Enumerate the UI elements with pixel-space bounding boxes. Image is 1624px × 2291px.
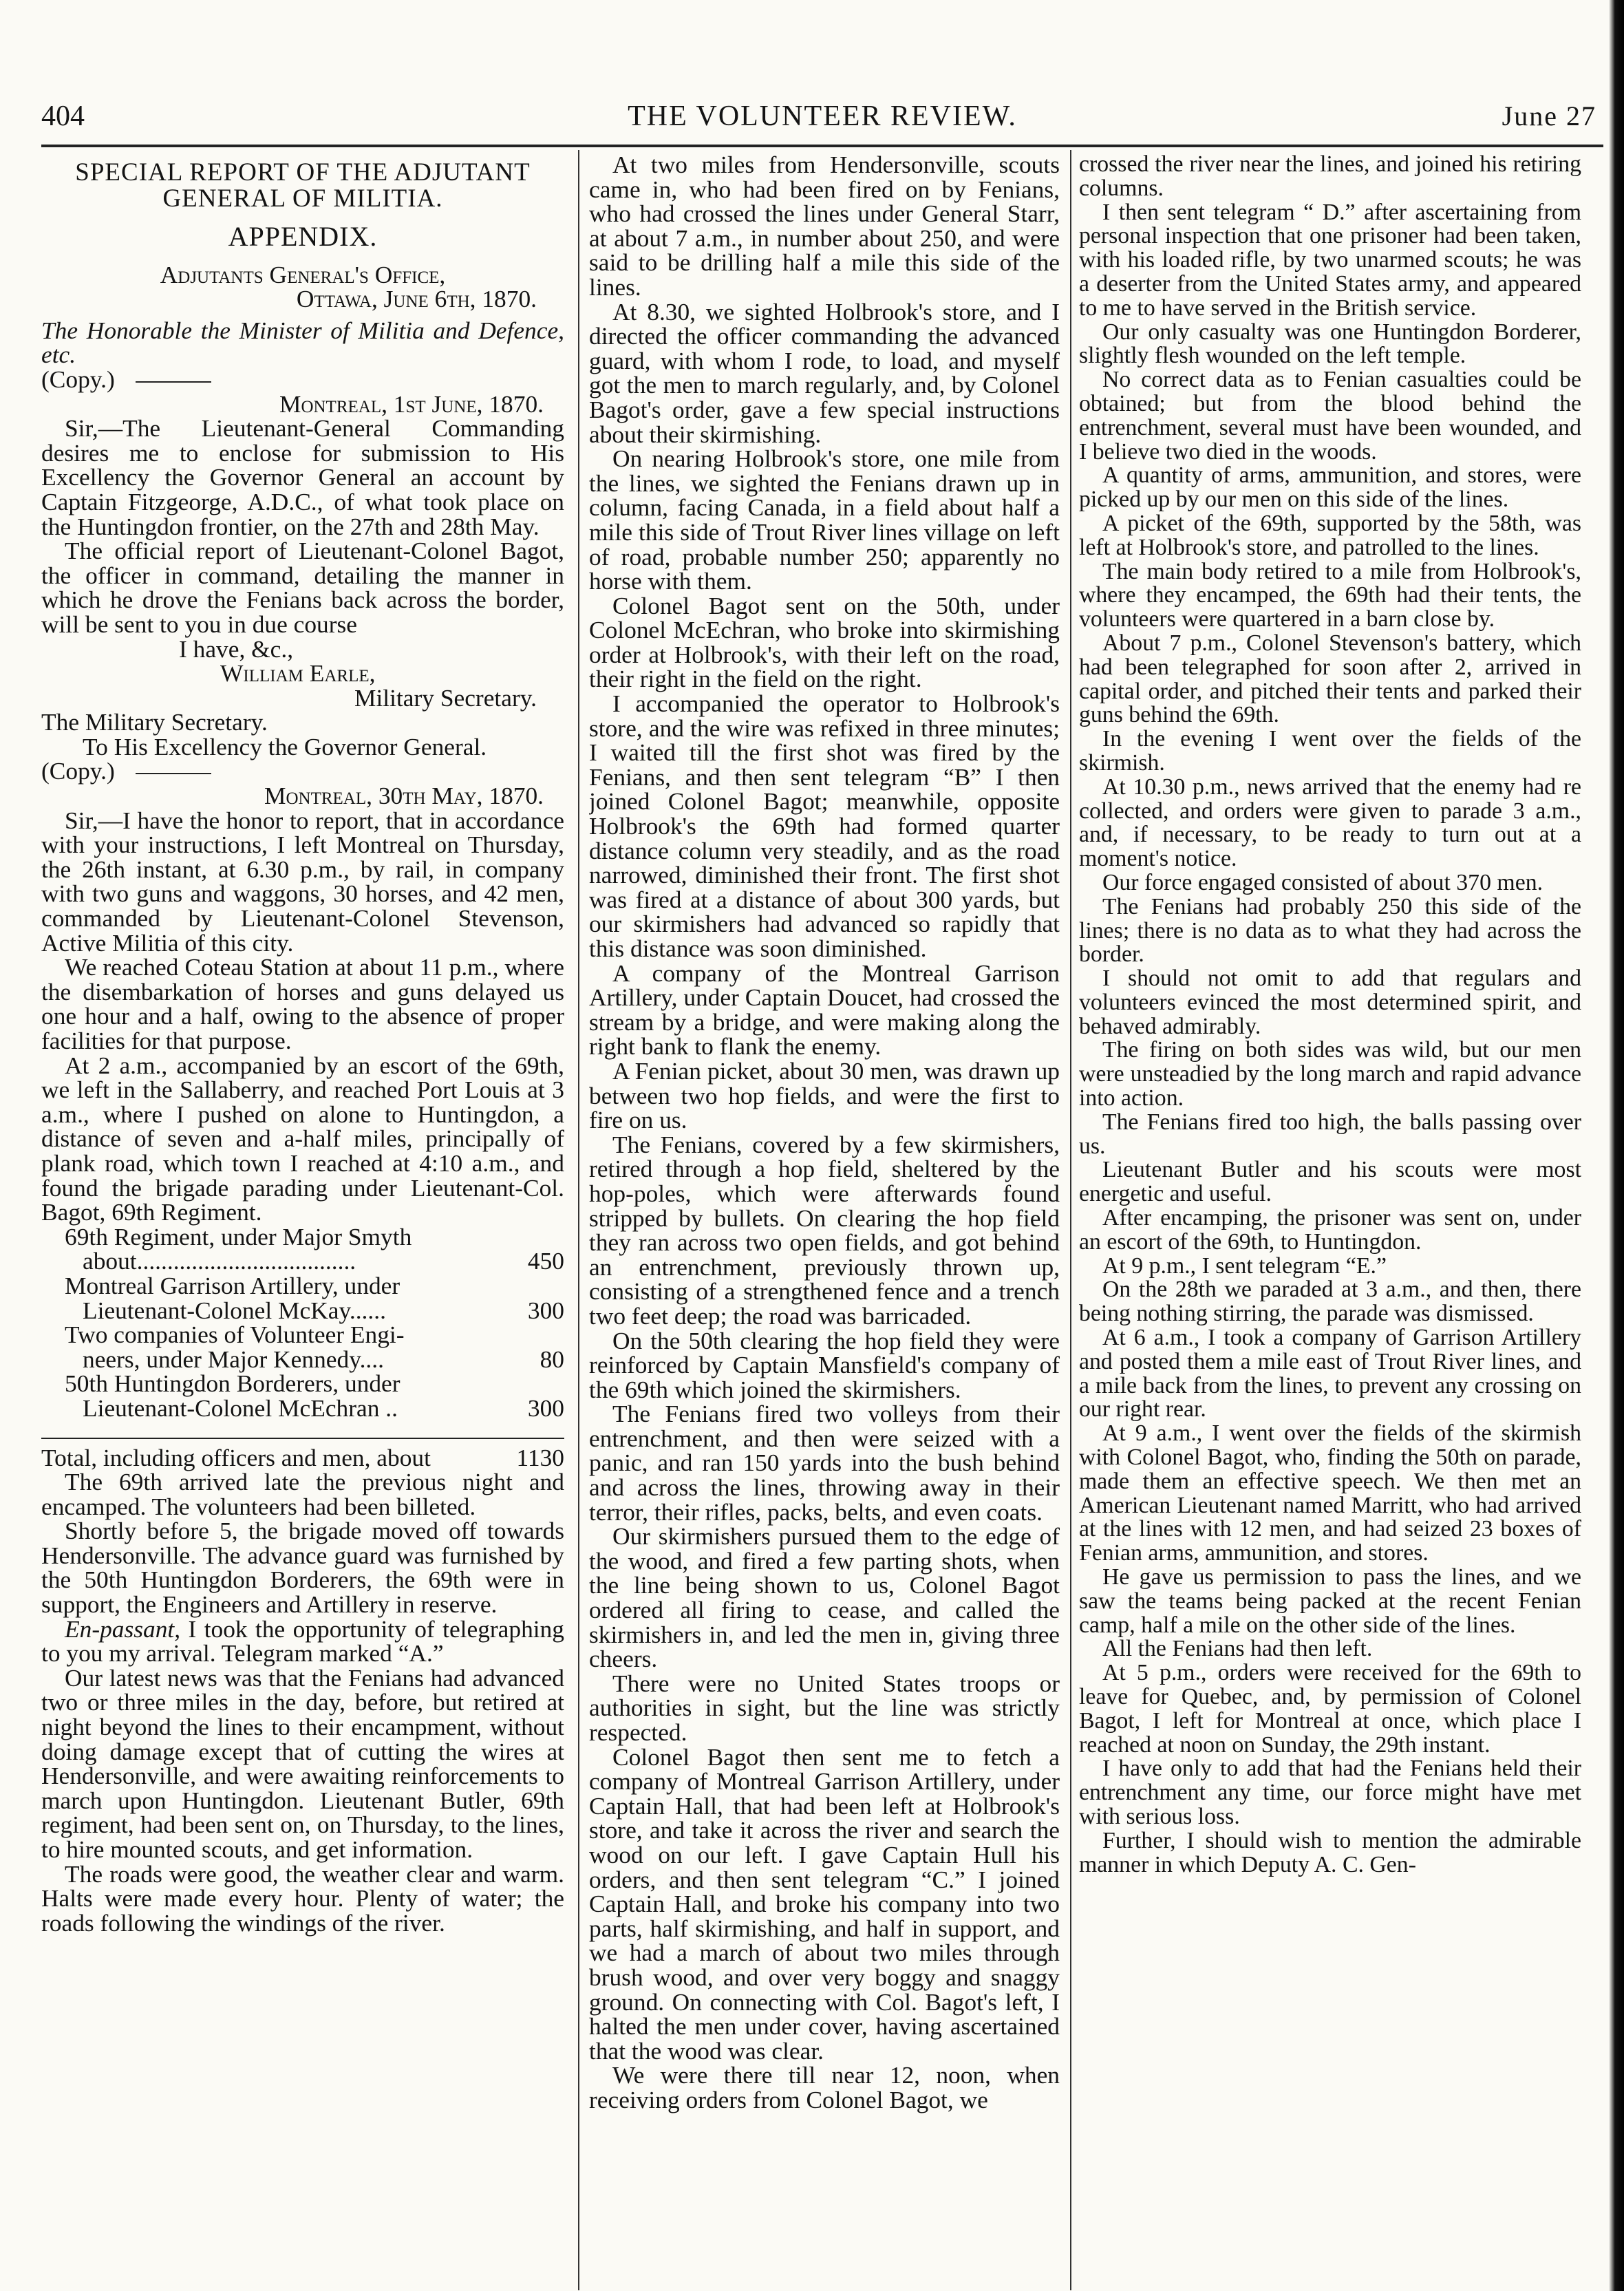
paragraph: The official report of Lieutenant-Colonel Bagot, the officer in command, detailing the manner in which he drove the Fenians back across the border, will be sent to you in due course <box>41 537 564 638</box>
paragraph: At 5 p.m., orders were received for the 69th to leave for Quebec, and, by permission of Colonel Bagot, I left for Montreal at once, which place I reached at noon on Sunday, the 29th instant. <box>1079 1660 1581 1758</box>
paragraph: He gave us permission to pass the lines, and we saw the teams being packed at the recent Fenian camp, half a mile on the other side of the lines. <box>1079 1564 1581 1638</box>
total-value: 1130 <box>516 1443 564 1471</box>
addressee: The Honorable the Minister of Militia and Defence, etc. <box>41 316 564 369</box>
copy-label: (Copy.) <box>41 757 115 785</box>
office-line: Adjutants General's Office, <box>160 260 446 288</box>
paragraph: In the evening I went over the fields of the skirmish. <box>1079 726 1581 776</box>
appendix-heading: APPENDIX. <box>228 221 378 252</box>
paragraph: After encamping, the prisoner was sent on, under an escort of the 69th, to Huntingdon. <box>1079 1205 1581 1255</box>
paragraph: Our latest news was that the Fenians had advanced two or three miles in the day, before, but retired at night beyond the lines to their encampment, without doing damage except that of cutting the wires at Hendersonville, and were awaiting reinforcements to march upon Huntingdon. Lieutenant Butler, 69th regiment, had been sent on, on Thursday, to the lines, to hire mounted scouts, and get information. <box>41 1663 564 1863</box>
copy-label: (Copy.) <box>41 365 115 393</box>
paragraph: I accompanied the operator to Holbrook's store, and the wire was refixed in three minutes; I waited till the first shot was fired by the Fenians, and then sent telegram “B” I then joined Colonel Bagot; meanwhile, opposite Holbrook's the 69th had formed quarter distance column very steadily, and as the road narrowed, diminished their front. The first shot was fired at a distance of about 300 yards, but our skirmishers had advanced so rapidly that this distance was soon diminished. <box>589 690 1060 962</box>
paragraph: At 9 p.m., I sent telegram “E.” <box>1102 1253 1387 1279</box>
recipient: The Military Secretary. <box>41 708 268 736</box>
paragraph: The Fenians fired two volleys from their entrenchment, and then were seized with a panic, and ran 150 yards into the bush behind and across the lines, throwing away in their terror, their rifles, packs, belts, and even coats. <box>589 1400 1060 1526</box>
copy-marker <box>41 367 564 392</box>
force-unit: Lieutenant-Colonel McKay...... <box>83 1296 386 1324</box>
paragraph: The firing on both sides was wild, but our men were unsteadied by the long march and rapid advance into action. <box>1079 1037 1581 1111</box>
force-unit: 50th Huntingdon Borderers, under <box>65 1370 400 1398</box>
column-2 <box>589 153 1060 2286</box>
force-unit: about.................................... <box>83 1247 356 1275</box>
paragraph: A Fenian picket, about 30 men, was drawn up between two hop fields, and were the first to fire on us. <box>589 1056 1060 1134</box>
paragraph: At 2 a.m., accompanied by an escort of the 69th, we left in the Sallaberry, and reached Port Louis at 3 a.m., where I pushed on alone to Huntingdon, a distance of seven and a-half miles, principally of plank road, which town I reached at 4:10 a.m., and found the brigade parading under Lieutenant-Col. Bagot, 69th Regiment. <box>41 1051 564 1226</box>
total-label: Total, including officers and men, about <box>41 1443 431 1471</box>
paragraph: Our only casualty was one Huntingdon Borderer, slightly flesh wounded on the left temple. <box>1079 319 1581 369</box>
force-count: 80 <box>539 1345 564 1373</box>
page-edge <box>1609 0 1624 2291</box>
paragraph: About 7 p.m., Colonel Stevenson's battery, which had been telegraphed for soon after 2, arrived in capital order, and pitched their tents and parked their guns behind the 69th. <box>1079 630 1581 728</box>
paragraph: On the 28th we paraded at 3 a.m., and then, there being nothing stirring, the parade was dismissed. <box>1079 1277 1581 1327</box>
force-row <box>41 1323 564 1347</box>
paragraph: Shortly before 5, the brigade moved off towards Hendersonville. The advance guard was furnished by the 50th Huntingdon Borderers, the 69th were in support, the Engineers and Artillery in reserve. <box>41 1517 564 1619</box>
column-3 <box>1079 153 1581 2286</box>
paragraph: We reached Coteau Station at about 11 p.m., where the disembarkation of horses and guns delayed us one hour and a half, owing to the absence of proper facilities for that purpose. <box>41 953 564 1054</box>
paragraph: A company of the Montreal Garrison Artillery, under Captain Doucet, had crossed the stream by a bridge, and were making along the right bank to flank the enemy. <box>589 959 1060 1061</box>
paragraph: Sir,—The Lieutenant-General Commanding desires me to enclose for submission to His Excellency the Governor General an account by Captain Fitzgeorge, A.D.C., of what took place on the Huntingdon frontier, on the 27th and 28th May. <box>41 414 564 540</box>
paragraph: At two miles from Hendersonville, scouts came in, who had been fired on by Fenians, who had crossed the lines under General Starr, at about 7 a.m., in number about 250, and were said to be drilling half a mile this side of the lines. <box>589 153 1060 301</box>
paragraph: I have only to add that had the Fenians held their entrenchment any time, our force might have met with serious loss. <box>1079 1756 1581 1829</box>
paragraph: Our force engaged consisted of about 370 men. <box>1102 869 1543 895</box>
paragraph: All the Fenians had then left. <box>1102 1636 1373 1662</box>
paragraph: Lieutenant Butler and his scouts were most energetic and useful. <box>1079 1157 1581 1207</box>
column-divider <box>1070 150 1071 2290</box>
page-header <box>41 100 1603 141</box>
force-unit: Two companies of Volunteer Engi- <box>65 1321 405 1349</box>
column-1 <box>41 153 564 2286</box>
dateline <box>41 784 564 809</box>
dateline <box>41 392 564 417</box>
issue-date: June 27 <box>1502 100 1596 131</box>
paragraph: We were there till near 12, noon, when receiving orders from Colonel Bagot, we <box>589 2061 1060 2113</box>
paragraph: At 9 a.m., I went over the fields of the skirmish with Colonel Bagot, who, finding the 50th on parade, made them an effective speech. We then met an American Lieutenant named Marritt, who had arrived at the lines with 12 men, and had seized 23 boxes of Fenian arms, ammunition, and stores. <box>1079 1420 1581 1566</box>
force-unit: 69th Regiment, under Major Smyth <box>65 1222 412 1250</box>
paragraph: The Fenians fired too high, the balls passing over us. <box>1079 1109 1581 1159</box>
paragraph: Sir,—I have the honor to report, that in accordance with your instructions, I left Montreal on Thursday, the 26th instant, at 6.30 p.m., by rail, in company with two guns and waggons, 30 horses, and 42 men, commanded by Lieutenant-Colonel Stevenson, Active Militia of this city. <box>41 806 564 957</box>
signer-title: Military Secretary. <box>354 683 537 712</box>
office-date-text: Ottawa, June 6th, 1870. <box>296 285 537 313</box>
force-unit: neers, under Major Kennedy.... <box>83 1345 384 1373</box>
total-line <box>41 1438 564 1471</box>
paragraph-text: I took the opportunity of telegraphing to you my arrival. Telegram marked “A.” <box>41 1615 564 1667</box>
paragraph: I should not omit to add that regulars and volunteers evinced the most determined spirit, and behaved admirably. <box>1079 966 1581 1039</box>
force-row <box>41 1299 564 1323</box>
copy-marker <box>41 759 564 784</box>
paragraph: Colonel Bagot sent on the 50th, under Colonel McEchran, who broke into skirmishing order at Holbrook's, with their left on the road, their right in the field on the right. <box>589 591 1060 693</box>
page-number: 404 <box>41 100 85 132</box>
signer: William Earle, <box>220 659 376 688</box>
paragraph: crossed the river near the lines, and joined his retiring columns. <box>1079 153 1581 201</box>
short-rule <box>136 773 211 774</box>
closing: I have, &c., <box>179 635 294 663</box>
paragraph: The roads were good, the weather clear and warm. Halts were made every hour. Plenty of water; the roads following the windings of the river. <box>41 1860 564 1937</box>
paragraph: The Fenians had probably 250 this side of the lines; there is no data as to what they had across the border. <box>1079 893 1581 968</box>
force-row <box>41 1249 564 1274</box>
dateline-text: Montreal, 1st June, 1870. <box>279 390 544 418</box>
short-rule <box>136 381 211 383</box>
header-rule <box>41 145 1603 147</box>
paragraph: A picket of the 69th, supported by the 58th, was left at Holbrook's store, and patrolled to the lines. <box>1079 510 1581 560</box>
dateline-text: Montreal, 30th May, 1870. <box>264 782 544 810</box>
force-count: 450 <box>527 1247 564 1275</box>
paragraph: The main body retired to a mile from Holbrook's, where they encamped, the 69th had their tents, the volunteers were quartered in a barn close by. <box>1079 558 1581 632</box>
force-row <box>41 1274 564 1299</box>
force-count: 300 <box>527 1394 564 1422</box>
paragraph: At 8.30, we sighted Holbrook's store, and I directed the officer commanding the advanced guard, with whom I rode, to load, and myself got the men to march regularly, and, by Colonel Bagot's order, gave a few special instructions about their skirmishing. <box>589 297 1060 448</box>
force-row <box>41 1347 564 1372</box>
force-table <box>41 1222 564 1422</box>
force-row <box>41 1225 564 1250</box>
paragraph: No correct data as to Fenian casualties could be obtained; but from the blood behind the entrenchment, several must have been wounded, and I believe two died in the woods. <box>1079 367 1581 465</box>
force-count: 300 <box>527 1296 564 1324</box>
paragraph: The Fenians, covered by a few skirmishers, retired through a hop field, sheltered by the hop-poles, which were afterwards found stripped by bullets. On clearing the hop field they ran across two open fields, and got behind an entrenchment, previously thrown up, consisting of a strengthened fence and a trench two feet deep; the road was barricaded. <box>589 1130 1060 1330</box>
italic-phrase: En-passant, <box>65 1615 181 1643</box>
paragraph: Colonel Bagot then sent me to fetch a company of Montreal Garrison Artillery, under Captain Hall, that had been left at Holbrook's store, and take it across the river and search the wood on our left. I gave Captain Hull his orders, and then sent telegram “C.” I joined Captain Hall, and broke his company into two parts, half skirmishing, and half in support, and we had a march of about two miles through brush wood, and over very boggy and snaggy ground. On connecting with Col. Bagot's left, I halted the men under cover, having ascertained that the wood was clear. <box>589 1743 1060 2065</box>
force-unit: Montreal Garrison Artillery, under <box>65 1271 400 1299</box>
paragraph: Further, I should wish to mention the admirable manner in which Deputy A. C. Gen- <box>1079 1827 1581 1877</box>
paragraph <box>41 1617 564 1666</box>
paragraph: On the 50th clearing the hop field they were reinforced by Captain Mansfield's company of the 69th which joined the skirmishers. <box>589 1326 1060 1403</box>
force-row <box>41 1372 564 1396</box>
paragraph: There were no United States troops or authorities in sight, but the line was strictly respected. <box>589 1669 1060 1746</box>
office-date <box>41 287 564 312</box>
force-row <box>41 1396 564 1421</box>
paragraph: The 69th arrived late the previous night and encamped. The volunteers had been billeted. <box>41 1468 564 1520</box>
recipient: To His Excellency the Governor General. <box>83 732 487 760</box>
paragraph: On nearing Holbrook's store, one mile from the lines, we sighted the Fenians drawn up in column, facing Canada, in a field about half a mile this side of Trout River lines village on left of road, probable number 250; apparently no horse with them. <box>589 445 1060 595</box>
newspaper-title: THE VOLUNTEER REVIEW. <box>628 100 1017 132</box>
paragraph: At 6 a.m., I took a company of Garrison Artillery and posted them a mile east of Trout River lines, and a mile back from the lines, to prevent any crossing on our right rear. <box>1079 1325 1581 1422</box>
report-title: SPECIAL REPORT OF THE ADJUTANT GENERAL OF MILITIA. <box>75 158 531 213</box>
column-divider <box>578 150 579 2290</box>
paragraph: At 10.30 p.m., news arrived that the enemy had re collected, and orders were given to parade 3 a.m., and, if necessary, to be ready to turn out at a moment's notice. <box>1079 774 1581 872</box>
force-unit: Lieutenant-Colonel McEchran .. <box>83 1394 398 1422</box>
paragraph: Our skirmishers pursued them to the edge of the wood, and fired a few parting shots, when the line being shown to us, Colonel Bagot ordered all firing to cease, and called the skirmishers in, and led the men in, giving three cheers. <box>589 1522 1060 1673</box>
paragraph: A quantity of arms, ammunition, and stores, were picked up by our men on this side of the lines. <box>1079 462 1581 513</box>
paragraph: I then sent telegram “ D.” after ascertaining from personal inspection that one prisoner had been taken, with his loaded rifle, by two unarmed scouts; he was a deserter from the United States army, and appeared to me to have served in the British service. <box>1079 199 1581 321</box>
